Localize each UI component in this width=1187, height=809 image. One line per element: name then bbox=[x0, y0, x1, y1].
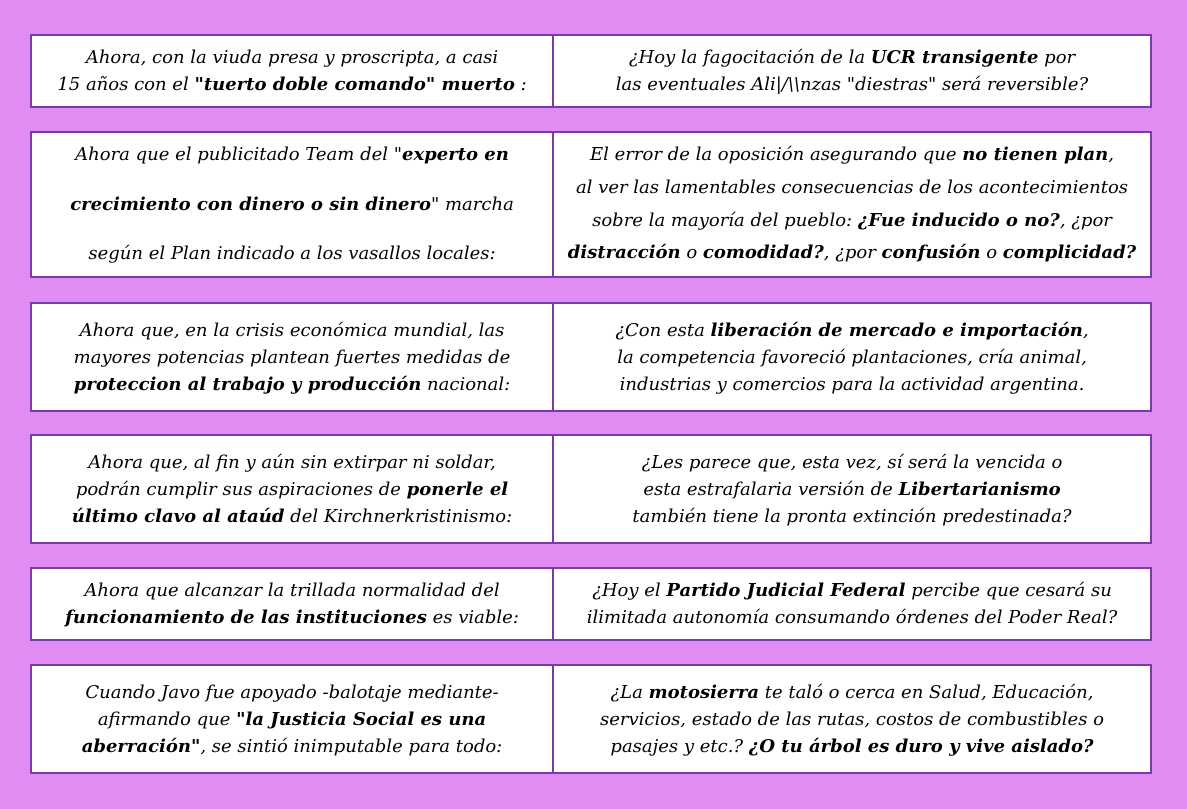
statement-row-4-premise bbox=[32, 436, 554, 542]
text-line bbox=[70, 180, 514, 230]
emphasized-text: "la Justicia Social es una bbox=[236, 708, 487, 730]
emphasized-text: último clavo al ataúd bbox=[71, 505, 285, 527]
text-segment: , se sintió inimputable para todo: bbox=[200, 735, 503, 757]
emphasized-text: distracción bbox=[567, 242, 681, 264]
text-segment: o bbox=[980, 242, 1003, 264]
text-line bbox=[568, 237, 1136, 270]
statement-row-2-premise bbox=[32, 133, 554, 276]
text-line bbox=[629, 44, 1075, 71]
text-segment: , ¿por bbox=[823, 242, 882, 264]
emphasized-text: Libertarianismo bbox=[898, 478, 1061, 500]
emphasized-text: proteccion al trabajo y producción bbox=[73, 373, 422, 395]
text-segment: Ahora que, al fin y aún sin extirpar ni soldar, bbox=[88, 451, 496, 473]
statement-row-2 bbox=[30, 131, 1152, 278]
text-segment: la competencia favoreció plantaciones, cría animal, bbox=[617, 346, 1087, 368]
statement-row-3 bbox=[30, 302, 1152, 412]
text-segment: o bbox=[680, 242, 703, 264]
text-line bbox=[600, 706, 1104, 733]
text-segment: , bbox=[1082, 319, 1089, 341]
text-line bbox=[617, 344, 1087, 371]
text-segment: " marcha bbox=[430, 193, 514, 215]
statement-row-2-question bbox=[554, 133, 1150, 276]
emphasized-text: crecimiento con dinero o sin dinero bbox=[70, 193, 431, 215]
text-segment: pasajes y etc.? bbox=[610, 735, 749, 757]
text-segment: : bbox=[514, 74, 527, 95]
text-segment: ¿Con esta bbox=[615, 319, 711, 341]
text-segment: afirmando que bbox=[97, 708, 237, 730]
emphasized-text: "tuerto doble comando" muerto bbox=[194, 74, 515, 95]
text-line bbox=[74, 371, 510, 398]
statement-row-3-premise bbox=[32, 304, 554, 410]
text-line bbox=[80, 317, 505, 344]
text-line bbox=[610, 733, 1093, 760]
emphasized-text: experto en bbox=[402, 144, 509, 166]
text-segment: las eventuales Ali|/\\nzas "diestras" será reversible? bbox=[615, 74, 1089, 95]
emphasized-text: ¿Fue inducido o no? bbox=[857, 209, 1060, 231]
text-segment: mayores potencias plantean fuertes medidas de bbox=[73, 346, 511, 368]
text-line bbox=[57, 71, 526, 98]
text-segment: 15 años con el bbox=[57, 74, 195, 95]
text-line bbox=[88, 229, 495, 279]
statement-row-5 bbox=[30, 567, 1152, 641]
emphasized-text: ponerle el bbox=[406, 478, 509, 500]
text-line bbox=[632, 503, 1071, 530]
emphasized-text: funcionamiento de las instituciones bbox=[65, 607, 427, 628]
text-segment: Ahora que alcanzar la trillada normalidad del bbox=[84, 580, 500, 601]
text-line bbox=[587, 604, 1118, 631]
text-line bbox=[88, 449, 496, 476]
text-segment: ¿Hoy el bbox=[592, 580, 667, 601]
statement-row-3-question bbox=[554, 304, 1150, 410]
text-segment: al ver las lamentables consecuencias de los acontecimientos bbox=[575, 176, 1129, 198]
text-line bbox=[82, 733, 503, 760]
emphasized-text: UCR transigente bbox=[870, 47, 1039, 68]
text-segment: industrias y comercios para la actividad argentina. bbox=[619, 373, 1085, 395]
text-segment: , bbox=[1108, 144, 1114, 165]
text-segment: esta estrafalaria versión de bbox=[643, 478, 899, 500]
text-line bbox=[84, 577, 499, 604]
text-segment: sobre la mayoría del pueblo: bbox=[592, 209, 858, 231]
text-line bbox=[611, 679, 1094, 706]
text-line bbox=[576, 172, 1128, 205]
text-line bbox=[615, 317, 1088, 344]
text-segment: ¿Les parece que, esta vez, sí será la vencida o bbox=[641, 451, 1063, 473]
text-line bbox=[75, 130, 509, 180]
text-segment: según el Plan indicado a los vasallos locales: bbox=[88, 243, 496, 265]
text-segment: podrán cumplir sus aspiraciones de bbox=[75, 478, 407, 500]
text-line bbox=[592, 577, 1112, 604]
statement-row-4 bbox=[30, 434, 1152, 544]
text-line bbox=[620, 371, 1085, 398]
text-segment: El error de la oposición asegurando que bbox=[590, 144, 963, 165]
statement-row-5-premise bbox=[32, 569, 554, 639]
text-line bbox=[85, 679, 498, 706]
text-segment: percibe que cesará su bbox=[905, 580, 1112, 601]
text-line bbox=[592, 205, 1112, 238]
text-segment: Cuando Javo fue apoyado -balotaje mediante- bbox=[85, 681, 499, 703]
text-segment: Ahora que, en la crisis económica mundial, las bbox=[79, 319, 505, 341]
emphasized-text: liberación de mercado e importación bbox=[710, 319, 1083, 341]
text-segment: también tiene la pronta extinción predestinada? bbox=[632, 505, 1072, 527]
text-line bbox=[74, 344, 511, 371]
text-segment: servicios, estado de las rutas, costos de combustibles o bbox=[599, 708, 1105, 730]
text-segment: ¿Hoy la fagocitación de la bbox=[628, 47, 871, 68]
statement-row-1 bbox=[30, 34, 1152, 108]
emphasized-text: motosierra bbox=[648, 681, 760, 703]
statement-row-6-question bbox=[554, 666, 1150, 772]
text-line bbox=[86, 44, 498, 71]
text-line bbox=[76, 476, 508, 503]
statement-row-6 bbox=[30, 664, 1152, 774]
emphasized-text: complicidad? bbox=[1002, 242, 1137, 264]
text-line bbox=[65, 604, 519, 631]
text-line bbox=[590, 139, 1114, 172]
emphasized-text: comodidad? bbox=[702, 242, 824, 264]
text-segment: te taló o cerca en Salud, Educación, bbox=[759, 681, 1094, 703]
emphasized-text: no tienen plan bbox=[962, 144, 1109, 165]
emphasized-text: aberración" bbox=[81, 735, 201, 757]
text-line bbox=[616, 71, 1088, 98]
statement-row-1-question bbox=[554, 36, 1150, 106]
text-line bbox=[643, 476, 1060, 503]
text-line bbox=[72, 503, 512, 530]
statement-row-1-premise bbox=[32, 36, 554, 106]
statement-row-5-question bbox=[554, 569, 1150, 639]
statement-row-6-premise bbox=[32, 666, 554, 772]
text-segment: del Kirchnerkristinismo: bbox=[284, 505, 513, 527]
emphasized-text: confusión bbox=[881, 242, 981, 264]
text-line bbox=[642, 449, 1063, 476]
text-segment: nacional: bbox=[421, 373, 511, 395]
text-segment: , ¿por bbox=[1059, 209, 1112, 231]
statement-row-4-question bbox=[554, 436, 1150, 542]
text-line bbox=[98, 706, 486, 733]
text-segment: Ahora, con la viuda presa y proscripta, a casi bbox=[85, 47, 499, 68]
text-segment: Ahora que el publicitado Team del " bbox=[75, 144, 402, 166]
text-segment: ¿La bbox=[610, 681, 649, 703]
emphasized-text: ¿O tu árbol es duro y vive aislado? bbox=[748, 735, 1094, 757]
emphasized-text: Partido Judicial Federal bbox=[666, 580, 906, 601]
text-segment: por bbox=[1038, 47, 1076, 68]
text-segment: es viable: bbox=[426, 607, 519, 628]
text-segment: ilimitada autonomía consumando órdenes del Poder Real? bbox=[586, 607, 1118, 628]
